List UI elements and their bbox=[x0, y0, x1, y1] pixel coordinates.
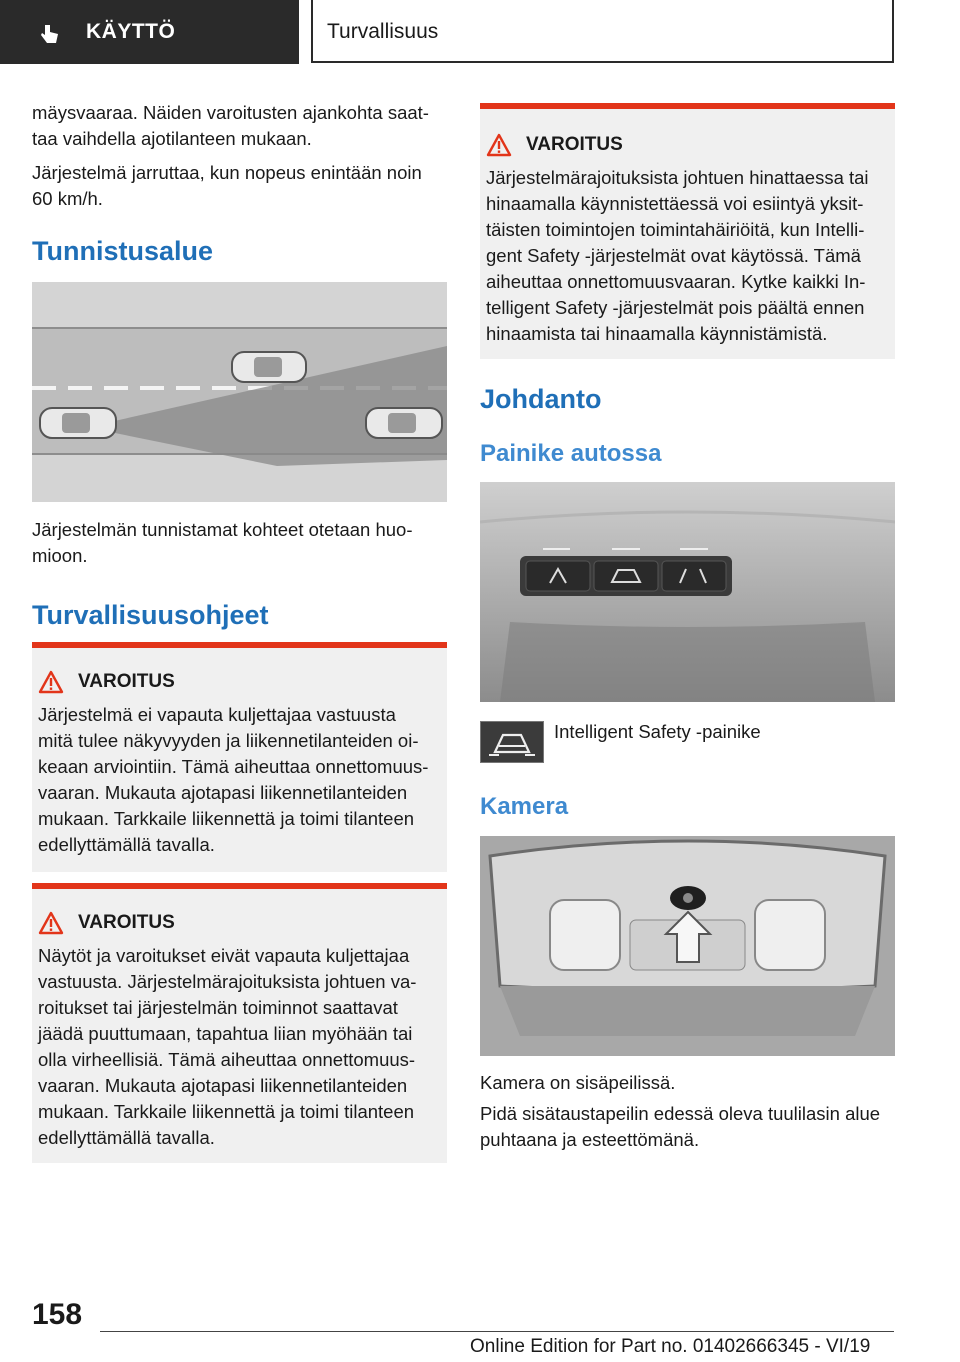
intro-paragraph-1: mäysvaaraa. Näiden varoitusten ajankohta saat-taa vaihdella ajotilanteen mukaan. bbox=[32, 102, 429, 149]
warning-triangle-icon bbox=[38, 911, 64, 935]
ego-car-icon bbox=[40, 408, 116, 438]
warning-box-1 bbox=[32, 642, 447, 872]
warning-2-text: Näytöt ja varoitukset eivät vapauta kuljettajaa vastuusta. Järjestelmärajoituksista johtuen va-roitukset tai järjestelmän toiminnot saattavat jäädä puuttumaan, tapahtua liian myöhään tai olla virheellisiä. Tämä aiheuttaa onnettomuus-vaaran. Mukauta ajotapasi liikennetilanteiden mukaan. Tarkkaile liikennettä ja toimi tilanteen edellyttämällä tavalla. bbox=[38, 945, 417, 1148]
section-tab bbox=[0, 0, 299, 64]
footer-rule bbox=[100, 1331, 894, 1332]
warning-3-title: VAROITUS bbox=[526, 134, 623, 155]
chapter-tab bbox=[311, 0, 894, 63]
intro-paragraph-2: Järjestelmä jarruttaa, kun nopeus enintään noin 60 km/h. bbox=[32, 162, 422, 209]
car-ahead-icon bbox=[232, 352, 306, 382]
warning-box-2 bbox=[32, 883, 447, 1163]
warning-1-title: VAROITUS bbox=[78, 671, 175, 692]
subheading-button-in-car: Painike autossa bbox=[480, 440, 662, 467]
warning-box-3 bbox=[480, 103, 895, 359]
heading-detection-area: Tunnistusalue bbox=[32, 236, 214, 266]
warning-2-title: VAROITUS bbox=[78, 912, 175, 933]
subheading-camera: Kamera bbox=[480, 793, 569, 820]
heading-safety-notes: Turvallisuusohjeet bbox=[32, 600, 269, 630]
edition-footer: Online Edition for Part no. 01402666345 - VI/19 bbox=[470, 1336, 871, 1357]
hand-pointer-icon bbox=[38, 22, 62, 46]
intelligent-safety-button-icon bbox=[480, 721, 544, 763]
button-panel-photo bbox=[480, 482, 895, 702]
detection-area-illustration bbox=[32, 282, 447, 502]
camera-paragraph-1: Kamera on sisäpeilissä. bbox=[480, 1072, 676, 1093]
section-tab-label: KÄYTTÖ bbox=[86, 20, 176, 43]
chapter-tab-label: Turvallisuus bbox=[327, 20, 439, 43]
page-number: 158 bbox=[32, 1298, 83, 1331]
camera-paragraph-2: Pidä sisätaustapeilin edessä oleva tuulilasin alue puhtaana ja esteettömänä. bbox=[480, 1103, 881, 1150]
heading-introduction: Johdanto bbox=[480, 384, 602, 414]
warning-triangle-icon bbox=[486, 133, 512, 157]
warning-3-text: Järjestelmärajoituksista johtuen hinattaessa tai hinaamalla käynnistettäessä voi esiintyä yksit-täisten toimintojen toimintahäiriöitä, kun Intelli-gent Safety -järjestelmät ovat käytössä. Tämä aiheuttaa onnettomuusvaaran. Kytke kaikki In-telligent Safety -järjestelmät pois päältä ennen hinaamista tai hinaamalla käynnistämistä. bbox=[486, 167, 869, 344]
button-caption: Intelligent Safety -painike bbox=[554, 721, 761, 742]
warning-1-text: Järjestelmä ei vapauta kuljettajaa vastuusta mitä tulee näkyvyyden ja liikennetilanteiden oi-keaan arviointiin. Tämä aiheuttaa onnettomuus-vaaran. Mukauta ajotapasi liikennetilanteiden mukaan. Tarkkaile liikennettä ja toimi tilanteen edellyttämällä tavalla. bbox=[38, 704, 429, 855]
camera-location-photo bbox=[480, 836, 895, 1056]
detection-caption: Järjestelmän tunnistamat kohteet otetaan huo-mioon. bbox=[32, 519, 413, 566]
car-front-icon bbox=[366, 408, 442, 438]
warning-triangle-icon bbox=[38, 670, 64, 694]
intro-text bbox=[32, 100, 447, 212]
